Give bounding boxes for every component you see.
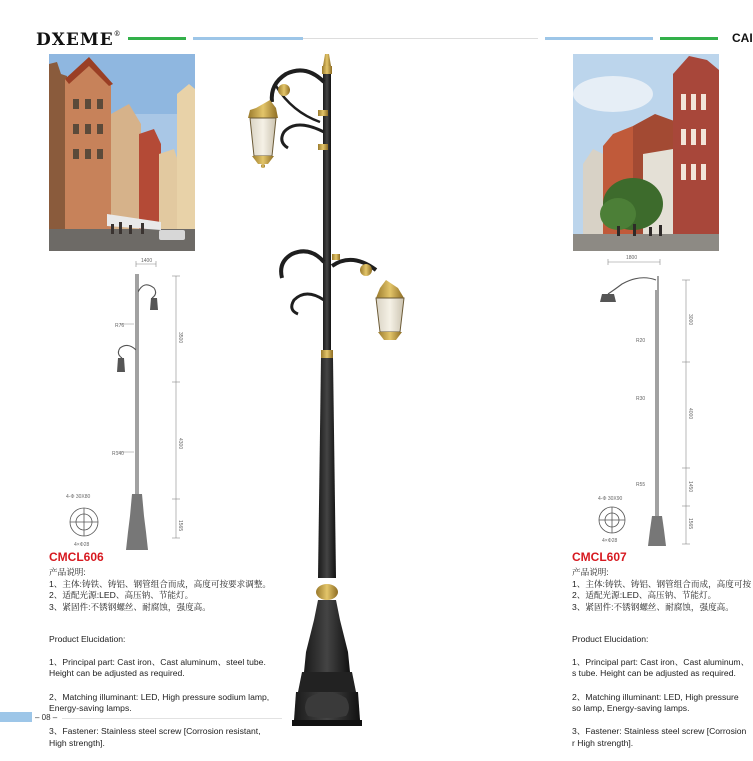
dim-d2: 4000 <box>687 408 693 420</box>
footer-rule <box>62 718 282 719</box>
en-line: 2、Matching illuminant: LED, High pressure so lamp, Energy-saving lamps. <box>572 691 739 714</box>
category-title: CAI <box>732 31 753 45</box>
cn-title: 产品说明: <box>572 567 609 577</box>
dim-d3: 1450 <box>687 481 693 493</box>
dim-top: 1400 <box>141 258 153 264</box>
dim-r2: R140 <box>112 451 124 457</box>
brand-logo: DXEME® <box>36 30 122 50</box>
dim-r1: R76 <box>115 323 125 329</box>
dim-r2: R30 <box>636 396 646 402</box>
dim-base: 4-Φ 30X90 <box>598 496 623 502</box>
cn-line: 2、适配光源:LED、高压钠、节能灯。 <box>49 590 194 600</box>
header-bar-blue <box>193 37 303 40</box>
product-desc-en-right <box>572 622 750 761</box>
dim-bolt: 4×Φ28 <box>602 538 618 544</box>
dim-d1: 3500 <box>177 332 183 344</box>
en-line: 1、Principal part: Cast iron、Cast aluminum、steel tube. Height can be adjusted as required. <box>49 656 266 679</box>
en-title: Product Elucidation: <box>572 633 649 644</box>
footer-bar-blue <box>0 712 32 722</box>
dim-d4: 1565 <box>687 518 693 530</box>
product-desc-cn-left <box>49 567 309 613</box>
en-title: Product Elucidation: <box>49 633 126 644</box>
en-line: 3、Fastener: Stainless steel screw [Corrosion resistant, High strength]. <box>49 726 261 748</box>
dim-r1: R20 <box>636 338 646 344</box>
dim-bolt: 4×Φ28 <box>74 542 90 548</box>
cn-line: 3、紧固件:不锈钢螺丝、耐腐蚀，强度高。 <box>49 601 211 612</box>
product-model-left: CMCL606 <box>49 550 104 564</box>
cn-title: 产品说明: <box>49 567 86 577</box>
dim-base: 4-Φ 30X80 <box>66 494 91 500</box>
cn-line: 3、紧固件:不锈钢螺丝、耐腐蚀，强度高。 <box>572 601 734 612</box>
en-line: 2、Matching illuminant: LED, High pressure sodium lamp, Energy-saving lamps. <box>49 691 270 714</box>
header-bar-green-right <box>660 37 718 40</box>
street-photo-right <box>573 54 719 251</box>
header-bar-green <box>128 37 186 40</box>
cn-line: 2、适配光源:LED、高压钠、节能灯。 <box>572 590 717 600</box>
product-desc-en-left <box>49 622 271 761</box>
technical-drawing-right <box>590 250 705 550</box>
dim-r3: R55 <box>636 482 646 488</box>
en-line: 3、Fastener: Stainless steel screw [Corrosion r High strength]. <box>572 726 747 748</box>
product-model-right: CMCL607 <box>572 550 627 564</box>
dim-d2: 4300 <box>177 438 183 450</box>
header-bar-blue-right <box>545 37 653 40</box>
en-line: 1、Principal part: Cast iron、Cast aluminum、s tube. Height can be adjusted as required. <box>572 656 750 679</box>
product-desc-cn-right <box>572 567 750 613</box>
cn-line: 1、主体:铸铁、铸铝、钢管组合而成，高度可按要求调整。 <box>49 578 272 589</box>
page-number: – 08 – <box>35 713 58 722</box>
dim-d3: 1565 <box>177 520 183 532</box>
technical-drawing-left <box>60 254 200 554</box>
street-photo-left <box>49 54 195 251</box>
dim-d1: 3000 <box>687 314 693 326</box>
cn-line: 1、主体:铸铁、铸铝、钢管组合而成，高度可按 <box>572 578 752 589</box>
dim-top: 1800 <box>626 255 638 261</box>
header-rule <box>303 38 538 39</box>
